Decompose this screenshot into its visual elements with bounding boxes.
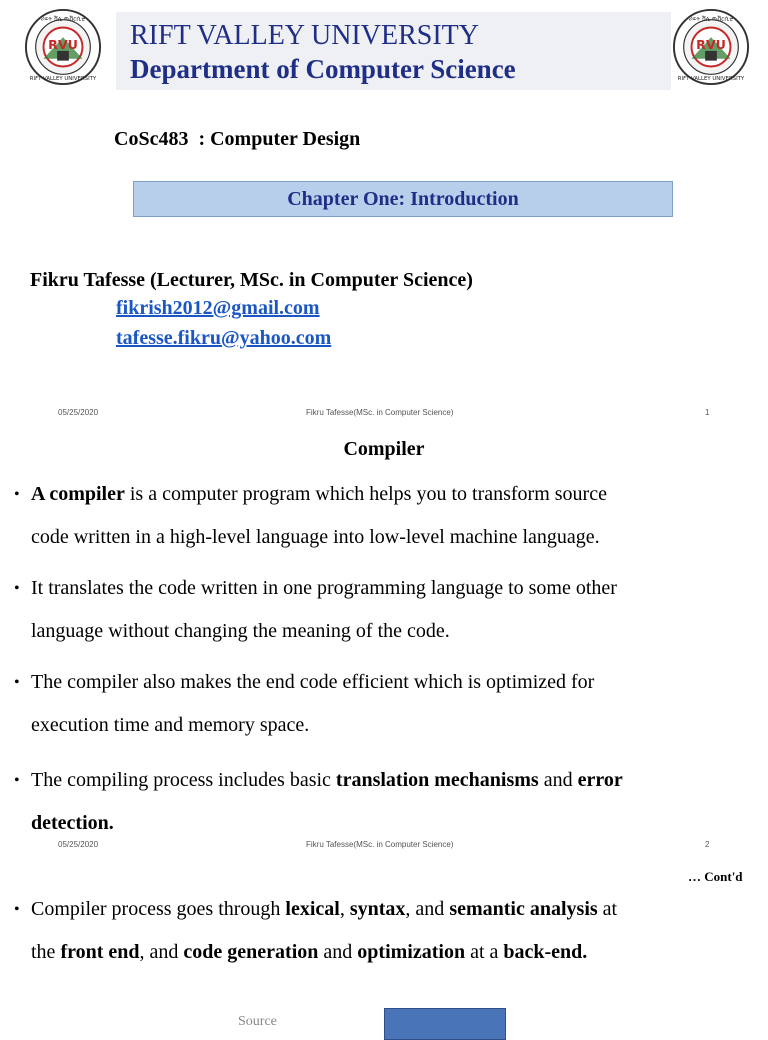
course-title: CoSc483 : Computer Design — [114, 128, 361, 150]
bullet-icon: • — [14, 486, 20, 503]
diagram-box — [384, 1008, 506, 1040]
svg-text:RIFT VALLEY UNIVERSITY: RIFT VALLEY UNIVERSITY — [677, 76, 745, 83]
university-name: RIFT VALLEY UNIVERSITY — [130, 20, 479, 51]
footer-page-number: 2 — [705, 840, 710, 849]
footer-page-number: 1 — [705, 408, 710, 417]
slide-title: Compiler — [343, 438, 425, 460]
logo-initials: RVU — [696, 36, 726, 52]
continued-label: … Cont'd — [688, 869, 743, 884]
footer-author: Fikru Tafesse(MSc. in Computer Science) — [306, 840, 454, 849]
university-logo-right — [672, 8, 750, 86]
bullet-icon: • — [14, 772, 20, 789]
footer-date: 05/25/2020 — [58, 840, 99, 849]
email-link-yahoo[interactable]: tafesse.fikru@yahoo.com — [116, 327, 332, 349]
svg-text:ሪፍት ቫሊ ዩኒቨርሲቲ: ሪፍት ቫሊ ዩኒቨርሲቲ — [689, 16, 733, 23]
diagram-partial-label: Source — [238, 1014, 277, 1029]
chapter-banner — [133, 181, 673, 217]
email-link-gmail[interactable]: fikrish2012@gmail.com — [116, 297, 320, 319]
bullet-icon: • — [14, 580, 20, 597]
university-logo-left — [24, 8, 102, 86]
svg-text:ሪፍት ቫሊ ዩኒቨርሲቲ: ሪፍት ቫሊ ዩኒቨርሲቲ — [41, 16, 85, 23]
author-name: Fikru Tafesse (Lecturer, MSc. in Computer Science) — [30, 269, 473, 291]
bullet-icon: • — [14, 901, 20, 918]
department-name: Department of Computer Science — [130, 54, 516, 84]
bullet-icon: • — [14, 674, 20, 691]
svg-text:RIFT VALLEY UNIVERSITY: RIFT VALLEY UNIVERSITY — [29, 76, 97, 83]
footer-author: Fikru Tafesse(MSc. in Computer Science) — [306, 408, 454, 417]
chapter-title: Chapter One: Introduction — [287, 187, 519, 210]
term-bold: A compiler — [31, 483, 125, 505]
footer-date: 05/25/2020 — [58, 408, 99, 417]
logo-initials: RVU — [48, 36, 78, 52]
